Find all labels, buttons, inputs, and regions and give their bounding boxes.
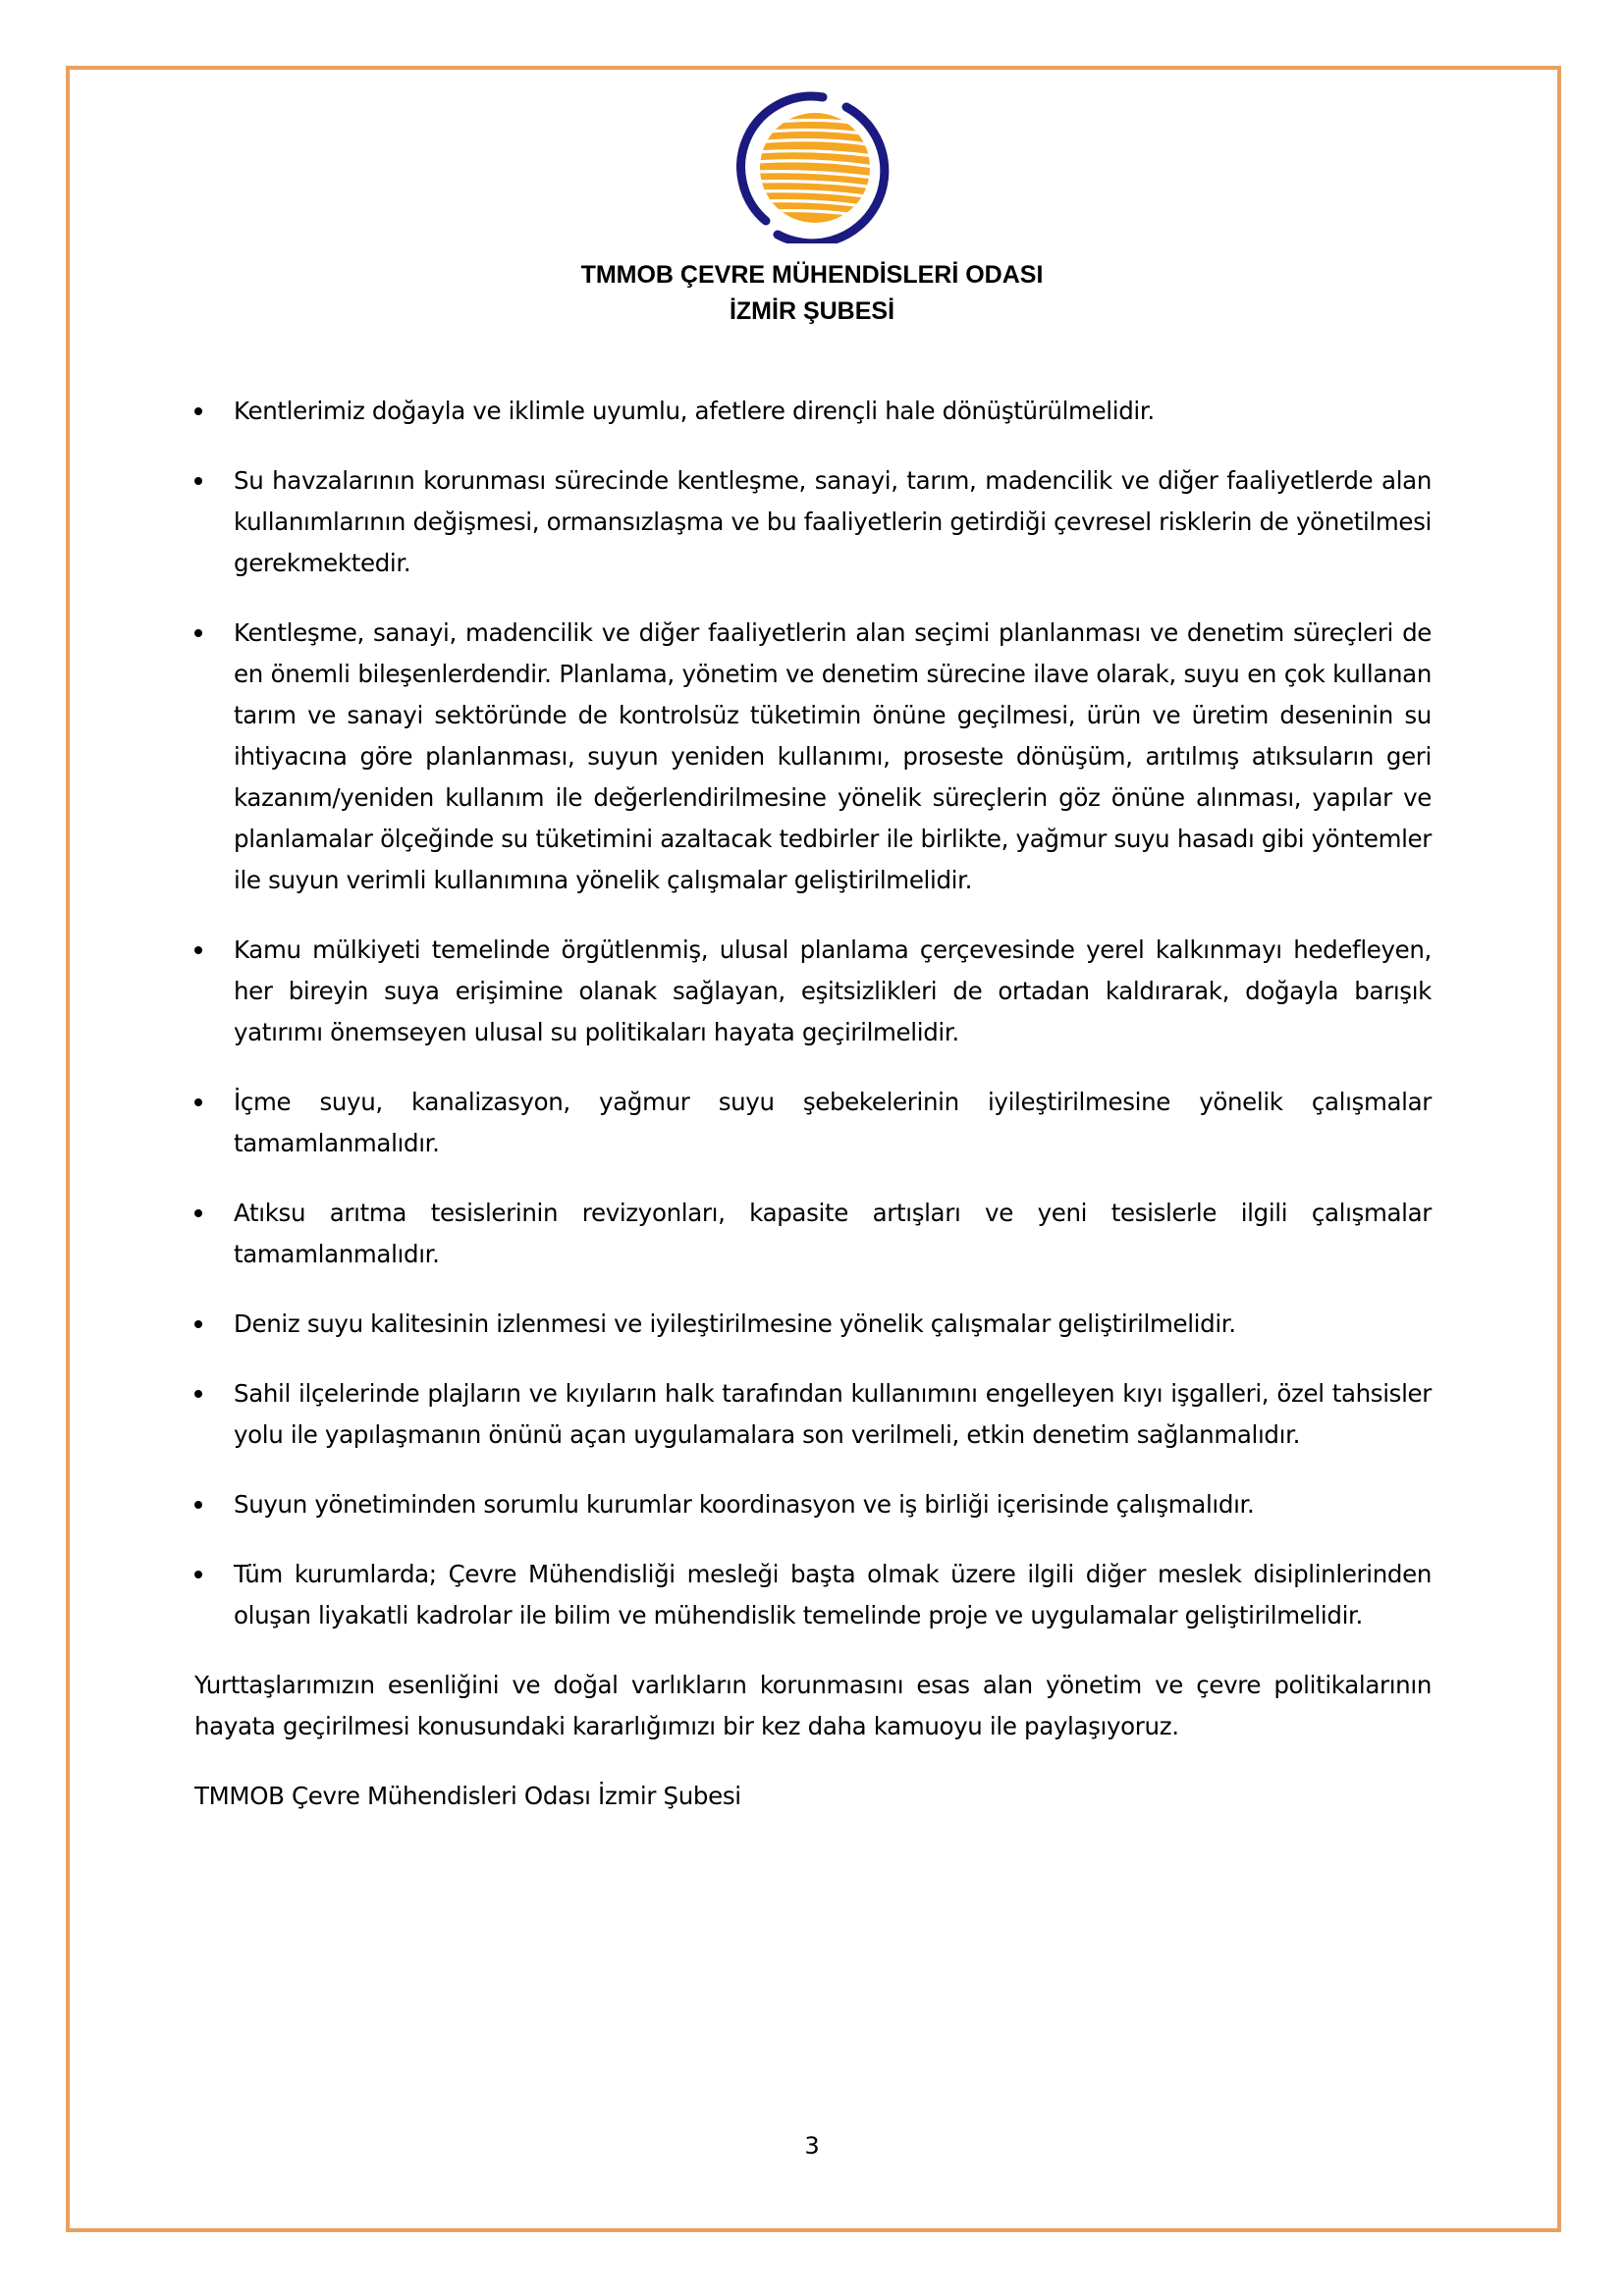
page-number: 3 xyxy=(804,2132,820,2160)
list-item: Tüm kurumlarda; Çevre Mühendisliği mesleği başta olmak üzere ilgili diğer meslek disiplinlerinden oluşan liyakatli kadrolar ile bilim ve mühendislik temelinde proje ve uygulamalar geliştirilmelidir. xyxy=(194,1554,1432,1636)
list-item: Kentlerimiz doğayla ve iklimle uyumlu, afetlere dirençli hale dönüştürülmelidir. xyxy=(194,391,1432,432)
cmo-globe-logo xyxy=(736,91,893,243)
signature: TMMOB Çevre Mühendisleri Odası İzmir Şubesi xyxy=(194,1782,741,1810)
list-item: Atıksu arıtma tesislerinin revizyonları, kapasite artışları ve yeni tesislerle ilgili çalışmalar tamamlanmalıdır. xyxy=(194,1193,1432,1275)
list-item: Su havzalarının korunması sürecinde kentleşme, sanayi, tarım, madencilik ve diğer faaliyetlerde alan kullanımlarının değişmesi, ormansızlaşma ve bu faaliyetlerin getirdiği çevresel risklerin de yönetilmesi gerekmektedir. xyxy=(194,460,1432,584)
list-item: Kentleşme, sanayi, madencilik ve diğer faaliyetlerin alan seçimi planlanması ve denetim süreçleri de en önemli bileşenlerdendir. Planlama, yönetim ve denetim sürecine ilave olarak, suyu en çok kullanan tarım ve sanayi sektöründe de kontrolsüz tüketimin önüne geçilmesi, ürün ve üretim deseninin su ihtiyacına göre planlanması, suyun yeniden kullanımı, proseste dönüşüm, arıtılmış atıksuların geri kazanım/yeniden kullanım ile değerlendirilmesine yönelik süreçlerin göz önüne alınması, yapılar ve planlamalar ölçeğinde su tüketimini azaltacak tedbirler ile birlikte, yağmur suyu hasadı gibi yöntemler ile suyun verimli kullanımına yönelik çalışmalar geliştirilmelidir. xyxy=(194,613,1432,901)
list-item: Kamu mülkiyeti temelinde örgütlenmiş, ulusal planlama çerçevesinde yerel kalkınmayı hedefleyen, her bireyin suya erişimine olanak sağlayan, eşitsizlikleri de ortadan kaldırarak, doğayla barışık yatırımı önemseyen ulusal su politikaları hayata geçirilmelidir. xyxy=(194,930,1432,1053)
bullet-icon xyxy=(194,407,202,415)
bullet-icon xyxy=(194,477,202,485)
bullet-icon xyxy=(194,946,202,954)
list-item: Sahil ilçelerinde plajların ve kıyıların halk tarafından kullanımını engelleyen kıyı işgalleri, özel tahsisler yolu ile yapılaşmanın önünü açan uygulamalara son verilmeli, etkin denetim sağlanmalıdır. xyxy=(194,1373,1432,1456)
list-item: İçme suyu, kanalizasyon, yağmur suyu şebekelerinin iyileştirilmesine yönelik çalışmalar tamamlanmalıdır. xyxy=(194,1082,1432,1164)
document-body xyxy=(194,391,1432,1817)
bullet-icon xyxy=(194,629,202,637)
list-item: Suyun yönetiminden sorumlu kurumlar koordinasyon ve iş birliği içerisinde çalışmalıdır. xyxy=(194,1484,1432,1525)
closing-paragraph: Yurttaşlarımızın esenliğini ve doğal varlıkların korunmasını esas alan yönetim ve çevre politikalarının hayata geçirilmesi konusundaki kararlığımızı bir kez daha kamuoyu ile paylaşıyoruz. xyxy=(194,1671,1432,1740)
bullet-icon xyxy=(194,1390,202,1398)
list-item: Deniz suyu kalitesinin izlenmesi ve iyileştirilmesine yönelik çalışmalar geliştirilmelidir. xyxy=(194,1304,1432,1345)
bullet-icon xyxy=(194,1098,202,1106)
recommendation-list xyxy=(194,391,1432,1636)
org-branch-title: İZMİR ŞUBESİ xyxy=(729,297,895,325)
bullet-icon xyxy=(194,1501,202,1509)
bullet-icon xyxy=(194,1571,202,1578)
bullet-icon xyxy=(194,1209,202,1217)
bullet-icon xyxy=(194,1320,202,1328)
org-title: TMMOB ÇEVRE MÜHENDİSLERİ ODASI xyxy=(580,261,1044,289)
